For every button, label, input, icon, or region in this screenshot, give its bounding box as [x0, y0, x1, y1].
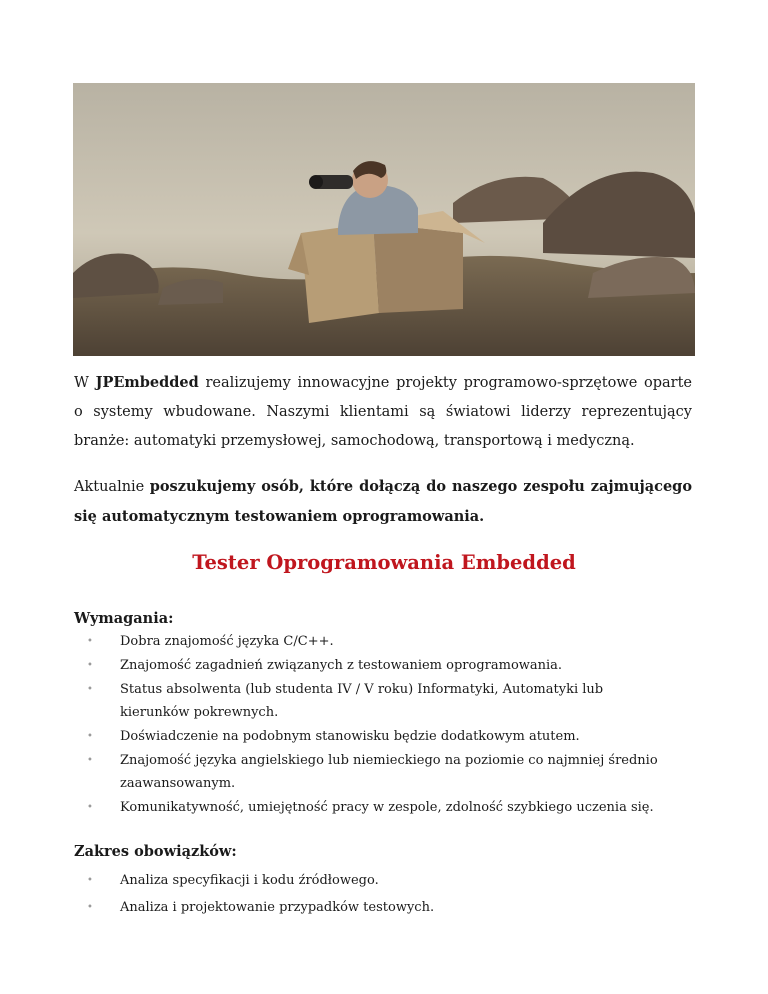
responsibilities-list	[74, 869, 674, 923]
bullet-icon: •	[87, 636, 93, 647]
list-item	[74, 749, 674, 795]
job-title: Tester Oprogramowania Embedded	[192, 551, 576, 574]
list-item-text: Dobra znajomość języka C/C++.	[120, 634, 334, 649]
bullet-icon: •	[87, 660, 93, 671]
list-item	[74, 869, 674, 892]
intro-paragraph	[74, 368, 692, 456]
list-item-text: Status absolwenta (lub studenta IV / V roku) Informatyki, Automatyki lub kierunków pokrewnych.	[120, 682, 604, 720]
list-item-text: Analiza specyfikacji i kodu źródłowego.	[120, 873, 379, 888]
bullet-icon: •	[87, 684, 93, 695]
responsibilities-heading: Zakres obowiązków:	[74, 843, 237, 860]
cta-bold: poszukujemy osób, które dołączą do naszego zespołu zajmującego się automatycznym testowaniem oprogramowania.	[74, 478, 692, 525]
list-item	[74, 654, 674, 677]
bullet-icon: •	[87, 755, 93, 766]
bullet-icon: •	[87, 902, 93, 913]
list-item-text: Znajomość języka angielskiego lub niemieckiego na poziomie co najmniej średnio zaawansowanym.	[120, 753, 658, 791]
company-name: JPEmbedded	[95, 374, 199, 391]
list-item	[74, 725, 674, 748]
list-item-text: Komunikatywność, umiejętność pracy w zespole, zdolność szybkiego uczenia się.	[120, 800, 654, 815]
list-item	[74, 896, 674, 919]
bullet-icon: •	[87, 802, 93, 813]
cta-paragraph	[74, 472, 692, 532]
intro-prefix: W	[74, 375, 96, 391]
hero-illustration	[73, 83, 695, 356]
requirements-list	[74, 630, 674, 820]
list-item-text: Znajomość zagadnień związanych z testowaniem oprogramowania.	[120, 658, 563, 673]
list-item	[74, 630, 674, 653]
bullet-icon: •	[87, 731, 93, 742]
list-item	[74, 678, 674, 724]
intro-text: realizujemy innowacyjne projekty programowo-sprzętowe oparte o systemy wbudowane. Naszymi klientami są światowi liderzy reprezentujący branże: automatyki przemysłowej, samochodową, transportową i medyczną.	[74, 375, 692, 449]
bullet-icon: •	[87, 875, 93, 886]
hero-image	[73, 83, 695, 356]
cta-prefix: Aktualnie	[74, 479, 150, 495]
list-item-text: Doświadczenie na podobnym stanowisku będzie dodatkowym atutem.	[120, 729, 580, 744]
requirements-heading: Wymagania:	[74, 610, 174, 627]
list-item-text: Analiza i projektowanie przypadków testowych.	[120, 900, 435, 915]
list-item	[74, 796, 674, 819]
